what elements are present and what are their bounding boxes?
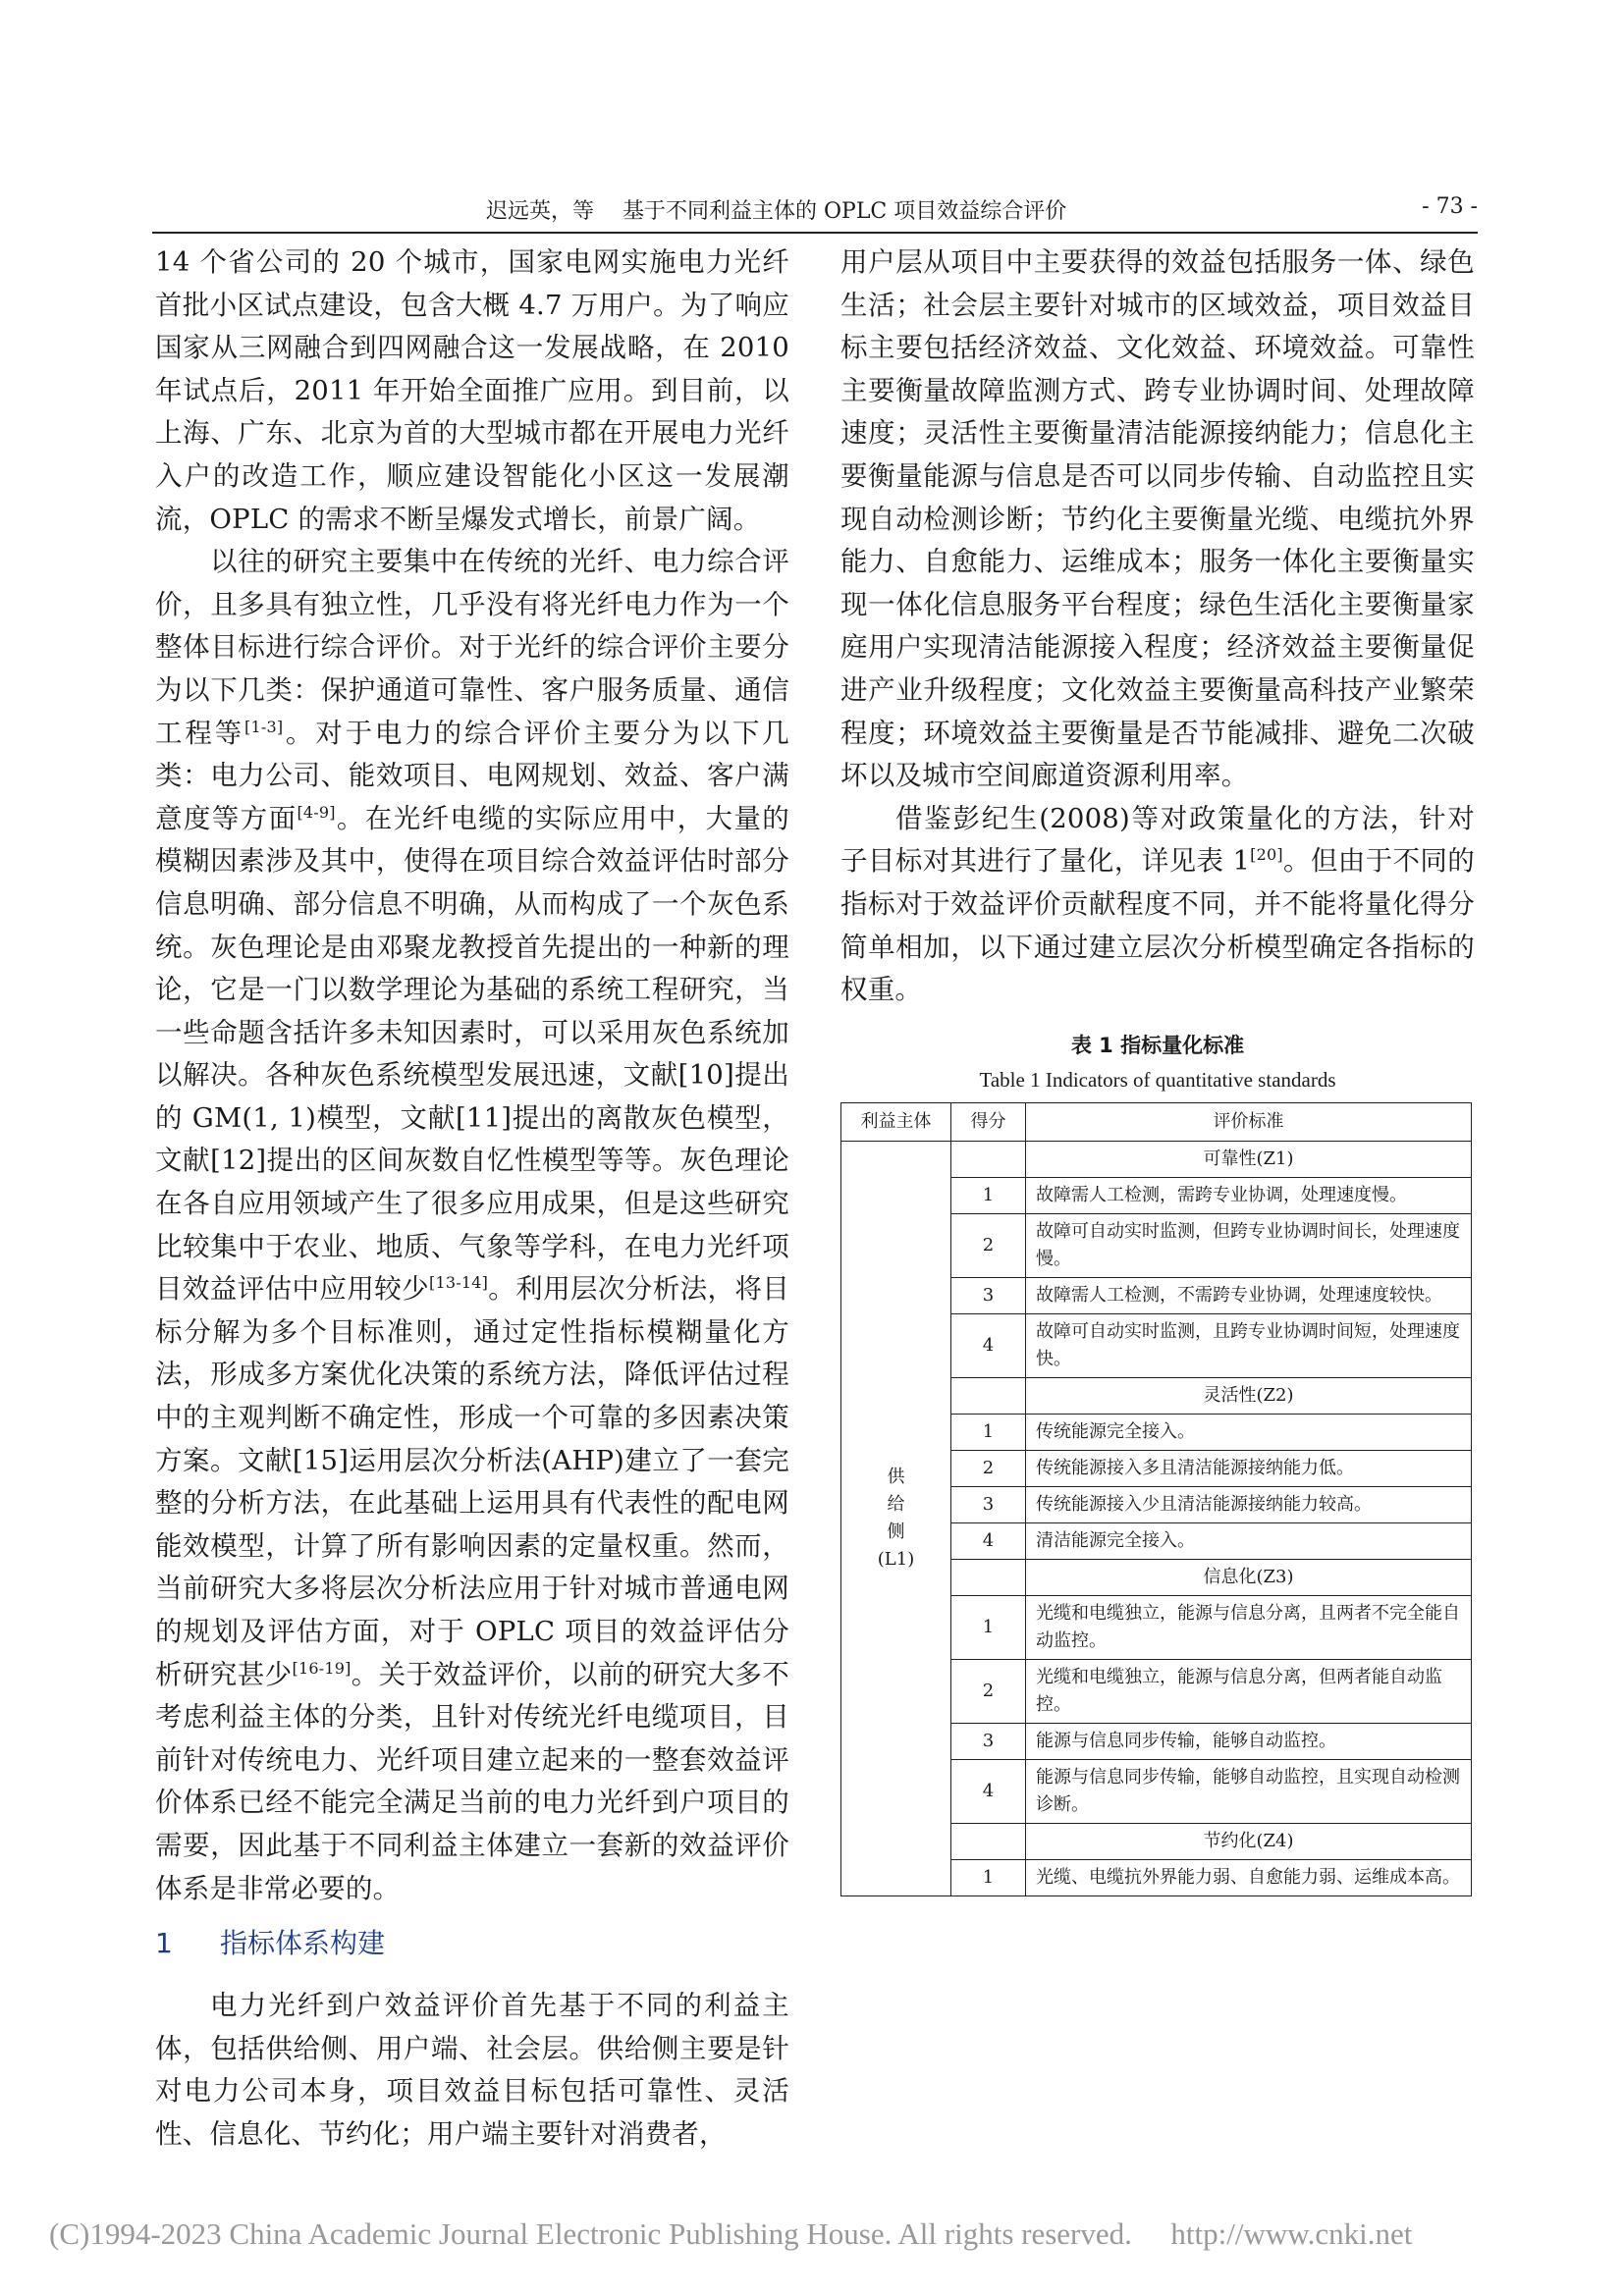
score-cell: 2 — [951, 1450, 1026, 1486]
citation: [4-9] — [297, 802, 336, 822]
page-number: - 73 - — [1422, 194, 1478, 219]
paragraph-literature-review — [155, 541, 789, 1910]
running-title: 迟远英，等 基于不同利益主体的 OPLC 项目效益综合评价 — [486, 199, 1067, 224]
citation: [20] — [1250, 845, 1283, 865]
score-cell: 4 — [951, 1759, 1026, 1823]
subject-code: (L1) — [877, 1548, 915, 1570]
empty-score-cell — [951, 1141, 1026, 1177]
paragraph-quantification — [840, 798, 1475, 1012]
subject-char: 给 — [887, 1493, 905, 1515]
indicator-table — [840, 1102, 1472, 1897]
text-run: 借鉴彭纪生(2008)等对政策量化的方法，针对子目标对其进行了量化，详见表 1 — [840, 802, 1475, 878]
criteria-cell: 故障需人工检测，需跨专业协调，处理速度慢。 — [1026, 1177, 1472, 1213]
score-cell: 3 — [951, 1723, 1026, 1759]
score-cell: 3 — [951, 1277, 1026, 1313]
right-column — [840, 241, 1475, 1896]
subject-cell — [841, 1141, 951, 1896]
criteria-cell: 故障需人工检测，不需跨专业协调，处理速度较快。 — [1026, 1277, 1472, 1313]
text-run: 。关于效益评价，以前的研究大多不考虑利益主体的分类，且针对传统光纤电缆项目，目前针对传统电力、光纤项目建立起来的一整套效益评价体系已经不能完全满足当前的电力光纤到户项目的需要，因此基于不同利益主体建立一套新的效益评价体系是非常必要的。 — [155, 1658, 790, 1904]
citation: [1-3] — [244, 717, 284, 736]
empty-score-cell — [951, 1377, 1026, 1414]
text-run: 。但由于不同的指标对于效益评价贡献程度不同，并不能将量化得分简单相加，以下通过建立层次分析模型确定各指标的权重。 — [840, 845, 1476, 1006]
table-caption-cn: 表 1 指标量化标准 — [1070, 1033, 1245, 1057]
score-cell: 1 — [951, 1177, 1026, 1213]
paragraph-benefit-targets: 用户层从项目中主要获得的效益包括服务一体、绿色生活；社会层主要针对城市的区域效益，项目效益目标主要包括经济效益、文化效益、环境效益。可靠性主要衡量故障监测方式、跨专业协调时间、处理故障速度；灵活性主要衡量清洁能源接纳能力；信息化主要衡量能源与信息是否可以同步传输、自动监控且实现自动检测诊断；节约化主要衡量光缆、电缆抗外界能力、自愈能力、运维成本；服务一体化主要衡量实现一体化信息服务平台程度；绿色生活化主要衡量家庭用户实现清洁能源接入程度；经济效益主要衡量促进产业升级程度；文化效益主要衡量高科技产业繁荣程度；环境效益主要衡量是否节能减排、避免二次破坏以及城市空间廊道资源利用率。 — [840, 246, 1475, 792]
text-run: 。利用层次分析法，将目标分解为多个目标准则，通过定性指标模糊量化方法，形成多方案优化决策的系统方法，降低评估过程中的主观判断不确定性，形成一个可靠的多因素决策方案。文献[15]运用层次分析法(AHP)建立了一套完整的分析方法，在此基础上运用具有代表性的配电网能效模型，计算了所有影响因素的定量权重。然而，当前研究大多将层次分析法应用于针对城市普通电网的规划及评估方面，对于 OPLC 项目的效益评估分析研究甚少 — [155, 1273, 790, 1690]
criteria-cell: 清洁能源完全接入。 — [1026, 1522, 1472, 1559]
table-row — [841, 1141, 1472, 1177]
empty-score-cell — [951, 1559, 1026, 1595]
score-cell: 4 — [951, 1522, 1026, 1559]
copyright-footer — [49, 2216, 1581, 2252]
subject-char: 侧 — [887, 1521, 905, 1542]
text-run: 以往的研究主要集中在传统的光纤、电力综合评价，且多具有独立性，几乎没有将光纤电力作为一个整体目标进行综合评价。对于光纤的综合评价主要分为以下几类：保护通道可靠性、客户服务质量、通信工程等 — [155, 546, 789, 749]
text-run: 。在光纤电缆的实际应用中，大量的模糊因素涉及其中，使得在项目综合效益评估时部分信息明确、部分信息不明确，从而构成了一个灰色系统。灰色理论是由邓聚龙教授首先提出的一种新的理论，它是一门以数学理论为基础的系统工程研究，当一些命题含括许多未知因素时，可以采用灰色系统加以解决。各种灰色系统模型发展迅速，文献[10]提出的 GM(1, 1)模型，文献[11]提出的离散灰色模型，文献[12]提出的区间灰数自忆性模型等等。灰色理论在各自应用领域产生了很多应用成果，但是这些研究比较集中于农业、地质、气象等学科，在电力光纤项目效益评估中应用较少 — [155, 802, 790, 1306]
criteria-cell: 能源与信息同步传输，能够自动监控。 — [1026, 1723, 1472, 1759]
table-header-row — [841, 1102, 1472, 1141]
group-title: 节约化(Z4) — [1026, 1823, 1472, 1859]
criteria-cell: 能源与信息同步传输，能够自动监控，且实现自动检测诊断。 — [1026, 1759, 1472, 1823]
criteria-cell: 传统能源完全接入。 — [1026, 1414, 1472, 1450]
footer-url: http://www.cnki.net — [1170, 2216, 1413, 2251]
running-header — [152, 192, 1478, 224]
group-title: 灵活性(Z2) — [1026, 1377, 1472, 1414]
score-cell: 1 — [951, 1859, 1026, 1896]
criteria-cell: 光缆、电缆抗外界能力弱、自愈能力弱、运维成本高。 — [1026, 1859, 1472, 1896]
criteria-cell: 传统能源接入多且清洁能源接纳能力低。 — [1026, 1450, 1472, 1486]
score-cell: 4 — [951, 1313, 1026, 1377]
section-title: 指标体系构建 — [220, 1927, 386, 1960]
empty-score-cell — [951, 1823, 1026, 1859]
citation: [13-14] — [429, 1273, 489, 1293]
table-caption-en: Table 1 Indicators of quantitative standards — [979, 1067, 1336, 1092]
copyright-text: (C)1994-2023 China Academic Journal Electronic Publishing House. All rights reserved. — [49, 2216, 1132, 2251]
criteria-cell: 光缆和电缆独立，能源与信息分离，且两者不完全能自动监控。 — [1026, 1595, 1472, 1659]
score-cell: 1 — [951, 1595, 1026, 1659]
criteria-cell: 故障可自动实时监测，且跨专业协调时间短，处理速度快。 — [1026, 1313, 1472, 1377]
citation: [16-19] — [292, 1658, 352, 1678]
paragraph-intro-continued: 14 个省公司的 20 个城市，国家电网实施电力光纤首批小区试点建设，包含大概 4.7 万用户。为了响应国家从三网融合到四网融合这一发展战略，在 2010 年试点后，2011 年开始全面推广应用。到目前，以上海、广东、北京为首的大型城市都在开展电力光纤入户的改造工作，顺应建设智能化小区这一发展潮流，OPLC 的需求不断呈爆发式增长，前景广阔。 — [155, 246, 789, 535]
criteria-cell: 故障可自动实时监测，但跨专业协调时间长，处理速度慢。 — [1026, 1213, 1472, 1277]
group-title: 信息化(Z3) — [1026, 1559, 1472, 1595]
section-number: 1 — [155, 1927, 173, 1960]
subject-char: 供 — [887, 1466, 905, 1487]
score-cell: 3 — [951, 1486, 1026, 1522]
group-title: 可靠性(Z1) — [1026, 1141, 1472, 1177]
score-cell: 1 — [951, 1414, 1026, 1450]
text-run: 。对于电力的综合评价主要分为以下几类：电力公司、能效项目、电网规划、效益、客户满意度等方面 — [155, 717, 789, 834]
header-score: 得分 — [951, 1102, 1026, 1141]
section-heading — [155, 1922, 789, 1965]
header-criteria: 评价标准 — [1026, 1102, 1472, 1141]
header-rule — [152, 232, 1478, 234]
criteria-cell: 传统能源接入少且清洁能源接纳能力较高。 — [1026, 1486, 1472, 1522]
paragraph-index-system: 电力光纤到户效益评价首先基于不同的利益主体，包括供给侧、用户端、社会层。供给侧主要是针对电力公司本身，项目效益目标包括可靠性、灵活性、信息化、节约化；用户端主要针对消费者， — [155, 1990, 789, 2150]
header-subject: 利益主体 — [841, 1102, 951, 1141]
score-cell: 2 — [951, 1659, 1026, 1723]
criteria-cell: 光缆和电缆独立，能源与信息分离，但两者能自动监控。 — [1026, 1659, 1472, 1723]
left-column — [155, 241, 789, 2157]
score-cell: 2 — [951, 1213, 1026, 1277]
